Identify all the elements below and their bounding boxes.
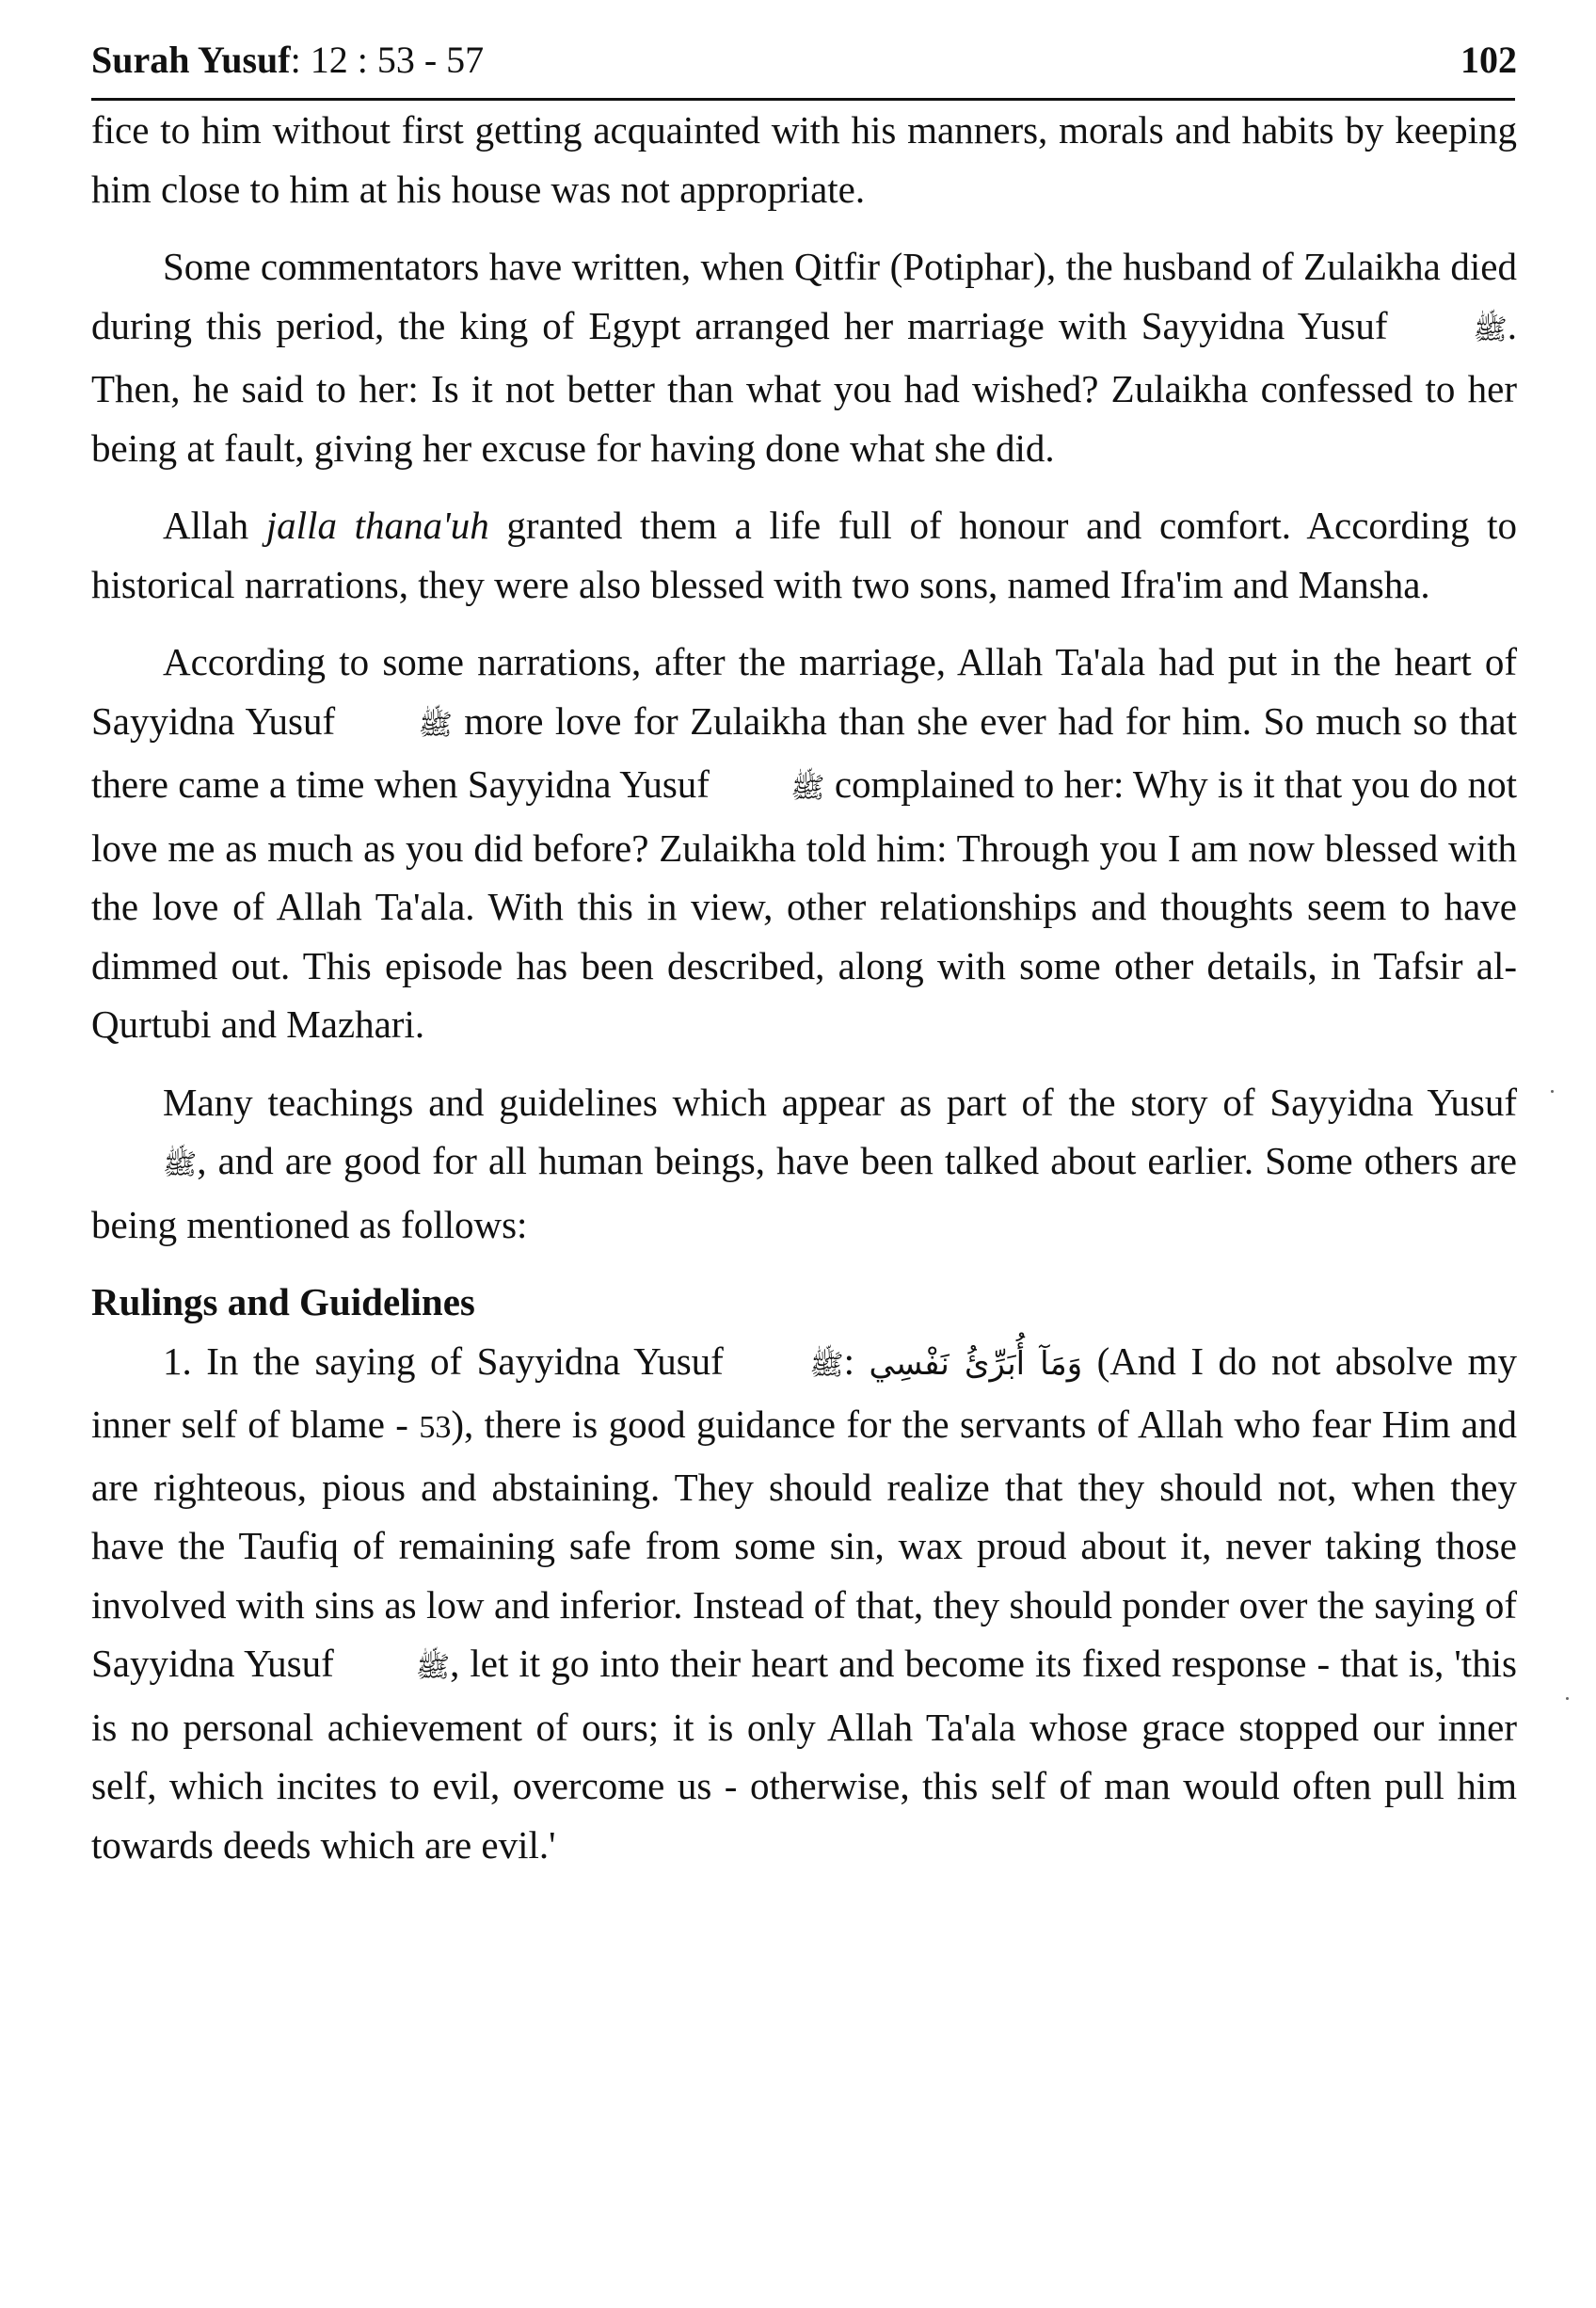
ruling-1-intro: 1. In the saying of Sayyidna Yusuf: [163, 1338, 739, 1383]
page: [91, 38, 1517, 1874]
paragraph-text: , and are good for all human beings, have been talked about earlier. Some others are being mentioned as follows:: [91, 1139, 1517, 1246]
paragraph-text: complained to her: Why is it that you do not love me as much as you did before? Zulaikha told him: Through you I am now blessed with the love of Allah Ta'ala. With this in view, other relationships and thoughts seem to have dimmed out. This episode has been described, along with some other details, in Tafsir al-Qurtubi and Mazhari.: [91, 762, 1518, 1046]
honorific-icon: ﷺ: [163, 1148, 198, 1181]
paragraph-text: Many teachings and guidelines which appear as part of the story of Sayyidna Yusuf: [163, 1080, 1517, 1124]
ruling-1: [91, 1332, 1517, 1875]
paragraph-4: [91, 633, 1517, 1054]
verse-number: 53: [419, 1410, 452, 1445]
ruling-1-colon: :: [843, 1338, 870, 1383]
paragraph-text: Some commentators have written, when Qitfir (Potiphar), the husband of Zulaikha died during this period, the king of Egypt arranged her marriage with Sayyidna Yusuf: [91, 245, 1517, 347]
paragraph-text: more love for Zulaikha than she ever had for him. So much so that there came a time when Sayyidna Yusuf: [91, 698, 1518, 806]
honorific-icon: ﷺ: [1473, 313, 1508, 346]
paragraph-text: Allah: [163, 504, 266, 547]
paragraph-5: [91, 1073, 1517, 1255]
paragraph-text: According to some narrations, after the marriage, Allah Ta'ala had put in the heart of Sayyidna Yusuf: [91, 640, 1517, 743]
honorific-icon: ﷺ: [415, 1651, 451, 1684]
margin-speck: [1551, 1090, 1554, 1093]
paragraph-3: [91, 496, 1517, 614]
paragraph-text: . Then, he said to her: Is it not better than what you had wished? Zulaikha confessed to her being at fault, giving her excuse for having done what she did.: [91, 303, 1517, 470]
running-header: [91, 38, 1517, 92]
arabic-quote: وَمَآ أُبَرِّئُ نَفْسِي: [869, 1344, 1083, 1383]
paragraph-text: granted them a life full of honour and comfort. According to historical narrations, they were also blessed with two sons, named Ifra'im and Mansha.: [91, 504, 1517, 606]
ruling-1-text-end: , let it go into their heart and become its fixed response - that is, 'this is no personal achievement of ours; it is only Allah Ta'ala whose grace stopped our inner self, which incites to evil, overcome us - otherwise, this self of man would often pull him towards deeds which are evil.': [91, 1642, 1517, 1867]
header-surah: Surah Yusuf: [91, 39, 291, 81]
italic-phrase: jalla thana'uh: [265, 504, 489, 547]
ruling-1-translation: (And I do not absolve my inner self of blame -: [91, 1338, 1517, 1446]
section-heading: Rulings and Guidelines: [91, 1280, 475, 1323]
paragraph-text: fice to him without first getting acquainted with his manners, morals and habits by keeping him close to him at his house was not appropriate.: [91, 108, 1517, 211]
honorific-icon: ﷺ: [418, 708, 453, 742]
honorific-icon: ﷺ: [809, 1348, 844, 1382]
header-verses: : 12 : 53 - 57: [290, 39, 485, 81]
honorific-icon: ﷺ: [790, 772, 825, 805]
ruling-1-text: ), there is good guidance for the servants of Allah who fear Him and are righteous, pious and abstaining. They should realize that they should not, when they have the Taufiq of remaining safe from some sin, wax proud about it, never taking those involved with sins as low and inferior. Instead of that, they should ponder over the saying of Sayyidna Yusuf: [91, 1402, 1517, 1685]
margin-speck: [1566, 1697, 1569, 1700]
header-reference: [91, 38, 484, 82]
page-number: 102: [1460, 39, 1517, 81]
paragraph-2: [91, 237, 1517, 477]
paragraph-1: [91, 101, 1517, 218]
body-text: [91, 101, 1517, 1874]
